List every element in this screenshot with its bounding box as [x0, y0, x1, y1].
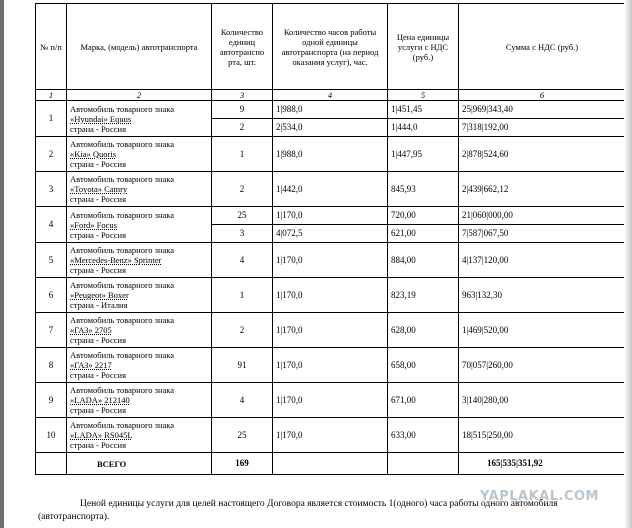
- vehicle-brand-line1: Автомобиль товарного знака: [70, 280, 175, 290]
- vehicle-brand-line3: страна - Россия: [70, 335, 126, 345]
- cell-price: 884,00: [388, 243, 459, 278]
- header-hours: Количество часов работы одной единицы автотранспорта (на период оказания услуг), час.: [273, 4, 388, 90]
- total-empty-cell: [273, 453, 388, 475]
- cell-sum: 7|587|067,50: [459, 225, 626, 243]
- cell-price: 823,19: [388, 278, 459, 313]
- vehicle-brand-line3: страна - Россия: [70, 194, 126, 204]
- vehicle-brand-line3: страна - Италия: [70, 300, 128, 310]
- total-empty-cell: [36, 453, 67, 475]
- page-left-edge: [0, 0, 4, 528]
- table-row: [36, 278, 626, 313]
- vehicle-brand-line3: страна - Россия: [70, 229, 126, 240]
- col-number: 5: [388, 90, 459, 101]
- column-number-row: [36, 90, 626, 101]
- cell-sum: 1|469|520,00: [459, 313, 626, 348]
- cell-qty: 2: [212, 172, 273, 207]
- header-price: Цена единицы услуги с НДС (руб.): [388, 4, 459, 90]
- cell-price: 720,00: [388, 207, 459, 225]
- page-right-shadow: [624, 0, 632, 528]
- vehicle-brand-line2: «Kia» Quoris: [70, 149, 117, 159]
- row-number: 1: [36, 101, 67, 137]
- vehicle-brand-line2: «Peugeot» Boxer: [70, 290, 129, 300]
- vehicle-brand-line3: страна - Россия: [70, 123, 126, 134]
- vehicle-brand: [67, 172, 212, 207]
- cell-sum: 70|057|260,00: [459, 348, 626, 383]
- cell-hours: 1|988,0: [273, 101, 388, 119]
- cell-hours: 1|170,0: [273, 243, 388, 278]
- table-row: [36, 172, 626, 207]
- cell-price: 658,00: [388, 348, 459, 383]
- cell-hours: 1|988,0: [273, 137, 388, 172]
- cell-hours: 1|170,0: [273, 313, 388, 348]
- vehicle-brand-line1: Автомобиль товарного знака: [70, 385, 175, 395]
- cell-qty: 3: [212, 225, 273, 243]
- row-number: 2: [36, 137, 67, 172]
- table-row: [36, 348, 626, 383]
- vehicle-brand-line2: «ГАЗ» 2217: [70, 360, 112, 370]
- vehicle-brand-line3: страна - Россия: [70, 159, 126, 169]
- cell-price: 621,00: [388, 225, 459, 243]
- table-row: [36, 418, 626, 453]
- cell-hours: 1|170,0: [273, 207, 388, 225]
- cell-qty: 2: [212, 119, 273, 137]
- cell-price: 671,00: [388, 383, 459, 418]
- row-number: 9: [36, 383, 67, 418]
- total-row: [36, 453, 626, 475]
- vehicle-brand-line3: страна - Россия: [70, 370, 126, 380]
- row-number: 4: [36, 207, 67, 243]
- footer-paragraph: Ценой единицы услуги для целей настоящего Договора является стоимость 1(одного) часа работы одного автомобиля (автотранспорта).: [38, 499, 558, 522]
- row-number: 5: [36, 243, 67, 278]
- cell-sum: 7|318|192,00: [459, 119, 626, 137]
- col-number: 2: [67, 90, 212, 101]
- table-row: [36, 243, 626, 278]
- vehicle-brand: [67, 348, 212, 383]
- vehicle-brand-line1: Автомобиль товарного знака: [70, 315, 175, 325]
- col-number: 6: [459, 90, 626, 101]
- vehicle-brand-line1: Автомобиль товарного знака: [70, 139, 175, 149]
- vehicle-brand-line2: «Mercedes-Benz» Sprinter: [70, 255, 162, 265]
- row-number: 3: [36, 172, 67, 207]
- cell-hours: 4|072,5: [273, 225, 388, 243]
- row-number: 10: [36, 418, 67, 453]
- table-row: [36, 313, 626, 348]
- cell-sum: 2|439|662,12: [459, 172, 626, 207]
- vehicle-brand: [67, 243, 212, 278]
- vehicle-brand-line2: «Hyundai» Equus: [70, 113, 132, 124]
- cell-price: 1|447,95: [388, 137, 459, 172]
- cell-sum: 4|137|120,00: [459, 243, 626, 278]
- cell-qty: 91: [212, 348, 273, 383]
- vehicle-brand-line2: «Ford» Focus: [70, 219, 117, 230]
- vehicle-brand-line3: страна - Россия: [70, 265, 126, 275]
- col-number: 3: [212, 90, 273, 101]
- cell-hours: 1|442,0: [273, 172, 388, 207]
- header-qty: Количество единиц автотранспо рта, шт.: [212, 4, 273, 90]
- vehicle-brand-line2: «LADA» 212140: [70, 395, 130, 405]
- vehicle-brand-line1: Автомобиль товарного знака: [70, 209, 175, 220]
- vehicle-brand: [67, 418, 212, 453]
- cell-hours: 2|534,0: [273, 119, 388, 137]
- cell-hours: 1|170,0: [273, 383, 388, 418]
- total-label: ВСЕГО: [67, 453, 212, 475]
- vehicle-brand-line3: страна - Россия: [70, 440, 126, 450]
- table-row: [36, 207, 626, 225]
- vehicle-brand-line1: Автомобиль товарного знака: [70, 103, 175, 114]
- cell-qty: 2: [212, 313, 273, 348]
- cell-sum: 3|140|280,00: [459, 383, 626, 418]
- vehicle-brand: [67, 101, 212, 137]
- col-number: 4: [273, 90, 388, 101]
- cell-hours: 1|170,0: [273, 418, 388, 453]
- vehicle-brand-line2: «LADA» RS045L: [70, 430, 133, 440]
- header-sum: Сумма с НДС (руб.): [459, 4, 626, 90]
- cell-hours: 1|170,0: [273, 278, 388, 313]
- cell-qty: 1: [212, 137, 273, 172]
- vehicle-brand-line1: Автомобиль товарного знака: [70, 174, 175, 184]
- vehicle-brand-line1: Автомобиль товарного знака: [70, 420, 175, 430]
- watermark-logo: YAPLAKAL.COM: [480, 489, 599, 504]
- cell-qty: 25: [212, 207, 273, 225]
- vehicle-brand: [67, 278, 212, 313]
- cell-sum: 2|878|524,60: [459, 137, 626, 172]
- vehicle-brand: [67, 207, 212, 243]
- vehicle-brand-line2: «ГАЗ» 2705: [70, 325, 112, 335]
- cell-price: 633,00: [388, 418, 459, 453]
- total-sum: 165|535|351,92: [459, 453, 626, 475]
- cell-sum: 25|969|343,40: [459, 101, 626, 119]
- cell-price: 628,00: [388, 313, 459, 348]
- cell-qty: 4: [212, 243, 273, 278]
- row-number: 8: [36, 348, 67, 383]
- cell-price: 1|451,45: [388, 101, 459, 119]
- vehicle-brand: [67, 137, 212, 172]
- vehicle-brand-line1: Автомобиль товарного знака: [70, 350, 175, 360]
- row-number: 7: [36, 313, 67, 348]
- cell-qty: 4: [212, 383, 273, 418]
- row-number: 6: [36, 278, 67, 313]
- cell-sum: 18|515|250,00: [459, 418, 626, 453]
- table-row: [36, 383, 626, 418]
- vehicle-brand-line3: страна - Россия: [70, 405, 126, 415]
- cell-qty: 9: [212, 101, 273, 119]
- cell-qty: 1: [212, 278, 273, 313]
- cell-price: 845,93: [388, 172, 459, 207]
- header-brand: Марка, (модель) автотранспорта: [67, 4, 212, 90]
- vehicle-pricing-table: [35, 3, 626, 475]
- cell-sum: 21|060|000,00: [459, 207, 626, 225]
- cell-sum: 963|132,30: [459, 278, 626, 313]
- vehicle-brand: [67, 313, 212, 348]
- header-no: № п/п: [36, 4, 67, 90]
- total-qty: 169: [212, 453, 273, 475]
- cell-price: 1|444,0: [388, 119, 459, 137]
- cell-hours: 1|170,0: [273, 348, 388, 383]
- table-row: [36, 101, 626, 119]
- vehicle-brand: [67, 383, 212, 418]
- table-row: [36, 137, 626, 172]
- col-number: 1: [36, 90, 67, 101]
- cell-qty: 25: [212, 418, 273, 453]
- table-header-row: [36, 4, 626, 90]
- total-empty-cell: [388, 453, 459, 475]
- vehicle-brand-line1: Автомобиль товарного знака: [70, 245, 175, 255]
- vehicle-brand-line2: «Toyota» Camry: [70, 184, 128, 194]
